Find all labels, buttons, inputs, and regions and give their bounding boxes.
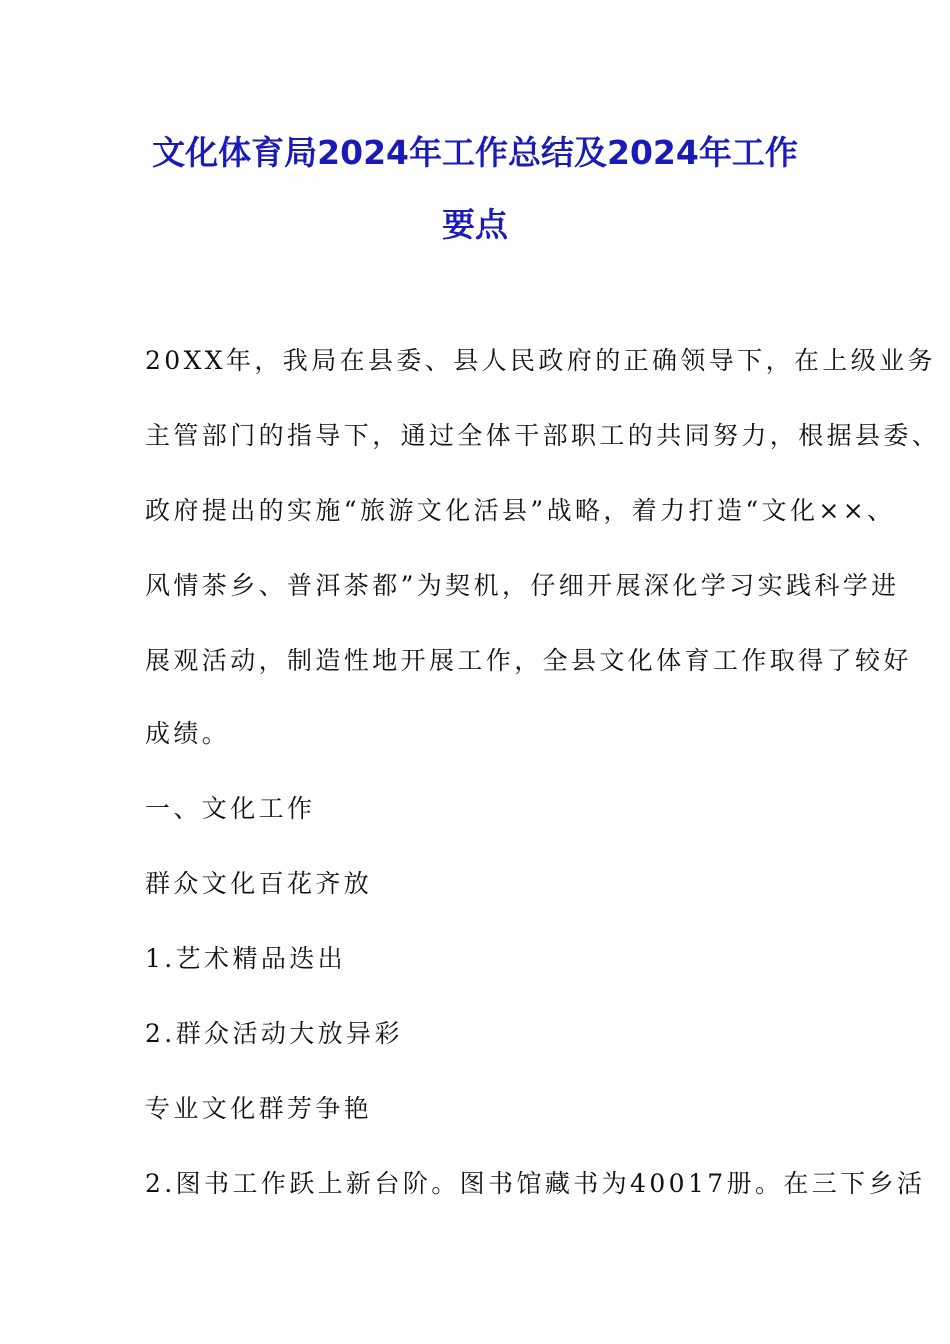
paragraph-line: 展观活动，制造性地开展工作，全县文化体育工作取得了较好	[145, 646, 912, 675]
list-item: 1.艺术精品迭出	[145, 944, 347, 973]
paragraph-line: 成绩。	[145, 719, 231, 748]
section-heading: 一、文化工作	[145, 794, 316, 823]
subsection-heading: 群众文化百花齐放	[145, 869, 373, 898]
subsection-heading: 专业文化群芳争艳	[145, 1094, 373, 1123]
list-item: 2.图书工作跃上新台阶。图书馆藏书为40017册。在三下乡活	[145, 1169, 926, 1198]
paragraph-line: 20XX年，我局在县委、县人民政府的正确领导下，在上级业务	[145, 346, 937, 375]
list-item: 2.群众活动大放异彩	[145, 1019, 403, 1048]
document-title-line-2: 要点	[442, 205, 508, 244]
document-title-line-1: 文化体育局2024年工作总结及2024年工作	[152, 133, 798, 172]
paragraph-line: 政府提出的实施“旅游文化活县”战略，着力打造“文化××、	[145, 496, 896, 525]
paragraph-line: 主管部门的指导下，通过全体干部职工的共同努力，根据县委、	[145, 421, 941, 450]
paragraph-line: 风情茶乡、普洱茶都”为契机，仔细开展深化学习实践科学进	[145, 571, 900, 600]
